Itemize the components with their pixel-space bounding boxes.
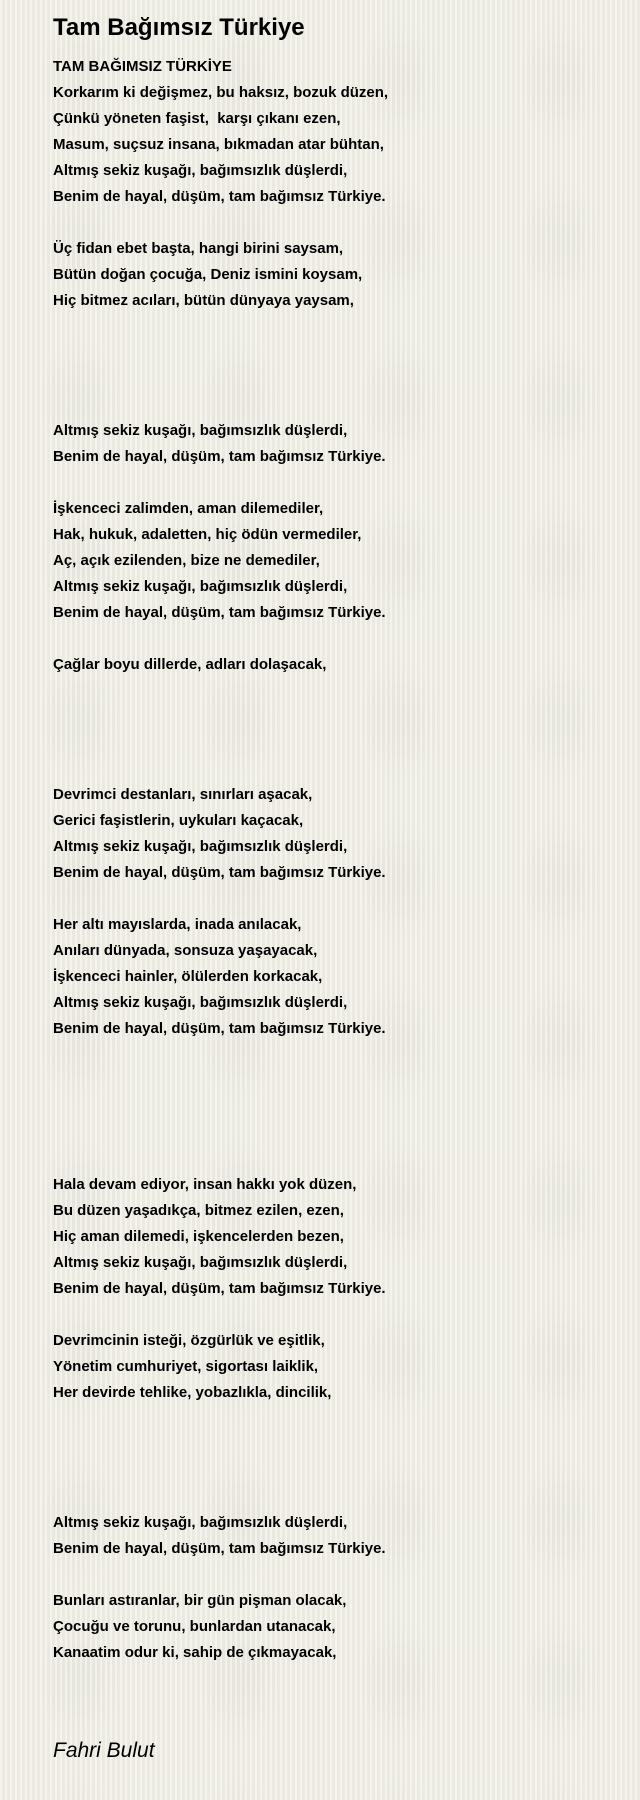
stanza-spacer [53,1484,613,1510]
poem-page [53,8,613,1666]
stanza-spacer [53,470,613,496]
stanza-spacer [53,730,613,756]
author-name: Fahri Bulut [53,1739,155,1762]
stanza-spacer [53,886,613,912]
poem-line: Benim de hayal, düşüm, tam bağımsız Türkiye. [53,864,386,881]
stanza-spacer [53,210,613,236]
poem-line: Bu düzen yaşadıkça, bitmez ezilen, ezen, [53,1202,344,1219]
stanza-spacer [53,1302,613,1328]
poem-line: Çocuğu ve torunu, bunlardan utanacak, [53,1618,336,1635]
stanza-spacer [53,1120,613,1146]
poem-line: Altmış sekiz kuşağı, bağımsızlık düşlerdi, [53,1254,348,1271]
stanza-spacer [53,1432,613,1458]
poem-line: TAM BAĞIMSIZ TÜRKİYE [53,58,232,75]
poem-line: Altmış sekiz kuşağı, bağımsızlık düşlerdi, [53,838,348,855]
poem-line: Altmış sekiz kuşağı, bağımsızlık düşlerdi, [53,994,348,1011]
poem-line: Devrimcinin isteği, özgürlük ve eşitlik, [53,1332,325,1349]
stanza-spacer [53,704,613,730]
stanza-spacer [53,1406,613,1432]
poem-line: Benim de hayal, düşüm, tam bağımsız Türkiye. [53,448,386,465]
stanza-spacer [53,1458,613,1484]
poem-line: İşkenceci hainler, ölülerden korkacak, [53,968,323,985]
poem-line: Bütün doğan çocuğa, Deniz ismini koysam, [53,266,363,283]
stanza-spacer [53,1042,613,1068]
poem-line: Hala devam ediyor, insan hakkı yok düzen, [53,1176,357,1193]
poem-line: Hiç aman dilemedi, işkencelerden bezen, [53,1228,344,1245]
poem-line: Yönetim cumhuriyet, sigortası laiklik, [53,1358,319,1375]
poem-line: Bunları astıranlar, bir gün pişman olacak, [53,1592,347,1609]
stanza-spacer [53,1146,613,1172]
poem-line: Benim de hayal, düşüm, tam bağımsız Türkiye. [53,1540,386,1557]
poem-line: Her devirde tehlike, yobazlıkla, dincilik, [53,1384,332,1401]
poem-line: Benim de hayal, düşüm, tam bağımsız Türkiye. [53,1020,386,1037]
poem-line: Altmış sekiz kuşağı, bağımsızlık düşlerdi, [53,422,348,439]
poem-line: Altmış sekiz kuşağı, bağımsızlık düşlerdi, [53,162,348,179]
stanza-spacer [53,756,613,782]
poem-line: Çağlar boyu dillerde, adları dolaşacak, [53,656,327,673]
poem-line: Gerici faşistlerin, uykuları kaçacak, [53,812,304,829]
poem-line: Çünkü yöneten faşist, karşı çıkanı ezen, [53,110,341,127]
stanza-spacer [53,678,613,704]
poem-line: Hak, hukuk, adaletten, hiç ödün vermediler, [53,526,362,543]
stanza-spacer [53,366,613,392]
stanza-spacer [53,392,613,418]
poem-line: Masum, suçsuz insana, bıkmadan atar bühtan, [53,136,384,153]
poem-title: Tam Bağımsız Türkiye [53,14,305,41]
stanza-spacer [53,1562,613,1588]
poem-line: Benim de hayal, düşüm, tam bağımsız Türkiye. [53,188,386,205]
poem-line: Korkarım ki değişmez, bu haksız, bozuk düzen, [53,84,389,101]
poem-body [53,54,613,1666]
poem-line: Benim de hayal, düşüm, tam bağımsız Türkiye. [53,1280,386,1297]
poem-line: Devrimci destanları, sınırları aşacak, [53,786,313,803]
stanza-spacer [53,1068,613,1094]
poem-line: Anıları dünyada, sonsuza yaşayacak, [53,942,318,959]
stanza-spacer [53,626,613,652]
poem-line: Kanaatim odur ki, sahip de çıkmayacak, [53,1644,337,1661]
poem-line: Benim de hayal, düşüm, tam bağımsız Türkiye. [53,604,386,621]
poem-line: Altmış sekiz kuşağı, bağımsızlık düşlerdi, [53,578,348,595]
poem-line: Her altı mayıslarda, inada anılacak, [53,916,302,933]
stanza-spacer [53,340,613,366]
poem-line: Üç fidan ebet başta, hangi birini saysam, [53,240,344,257]
poem-line: İşkenceci zalimden, aman dilemediler, [53,500,324,517]
poem-line: Hiç bitmez acıları, bütün dünyaya yaysam, [53,292,354,309]
poem-line: Altmış sekiz kuşağı, bağımsızlık düşlerdi, [53,1514,348,1531]
stanza-spacer [53,314,613,340]
poem-line: Aç, açık ezilenden, bize ne demediler, [53,552,320,569]
stanza-spacer [53,1094,613,1120]
